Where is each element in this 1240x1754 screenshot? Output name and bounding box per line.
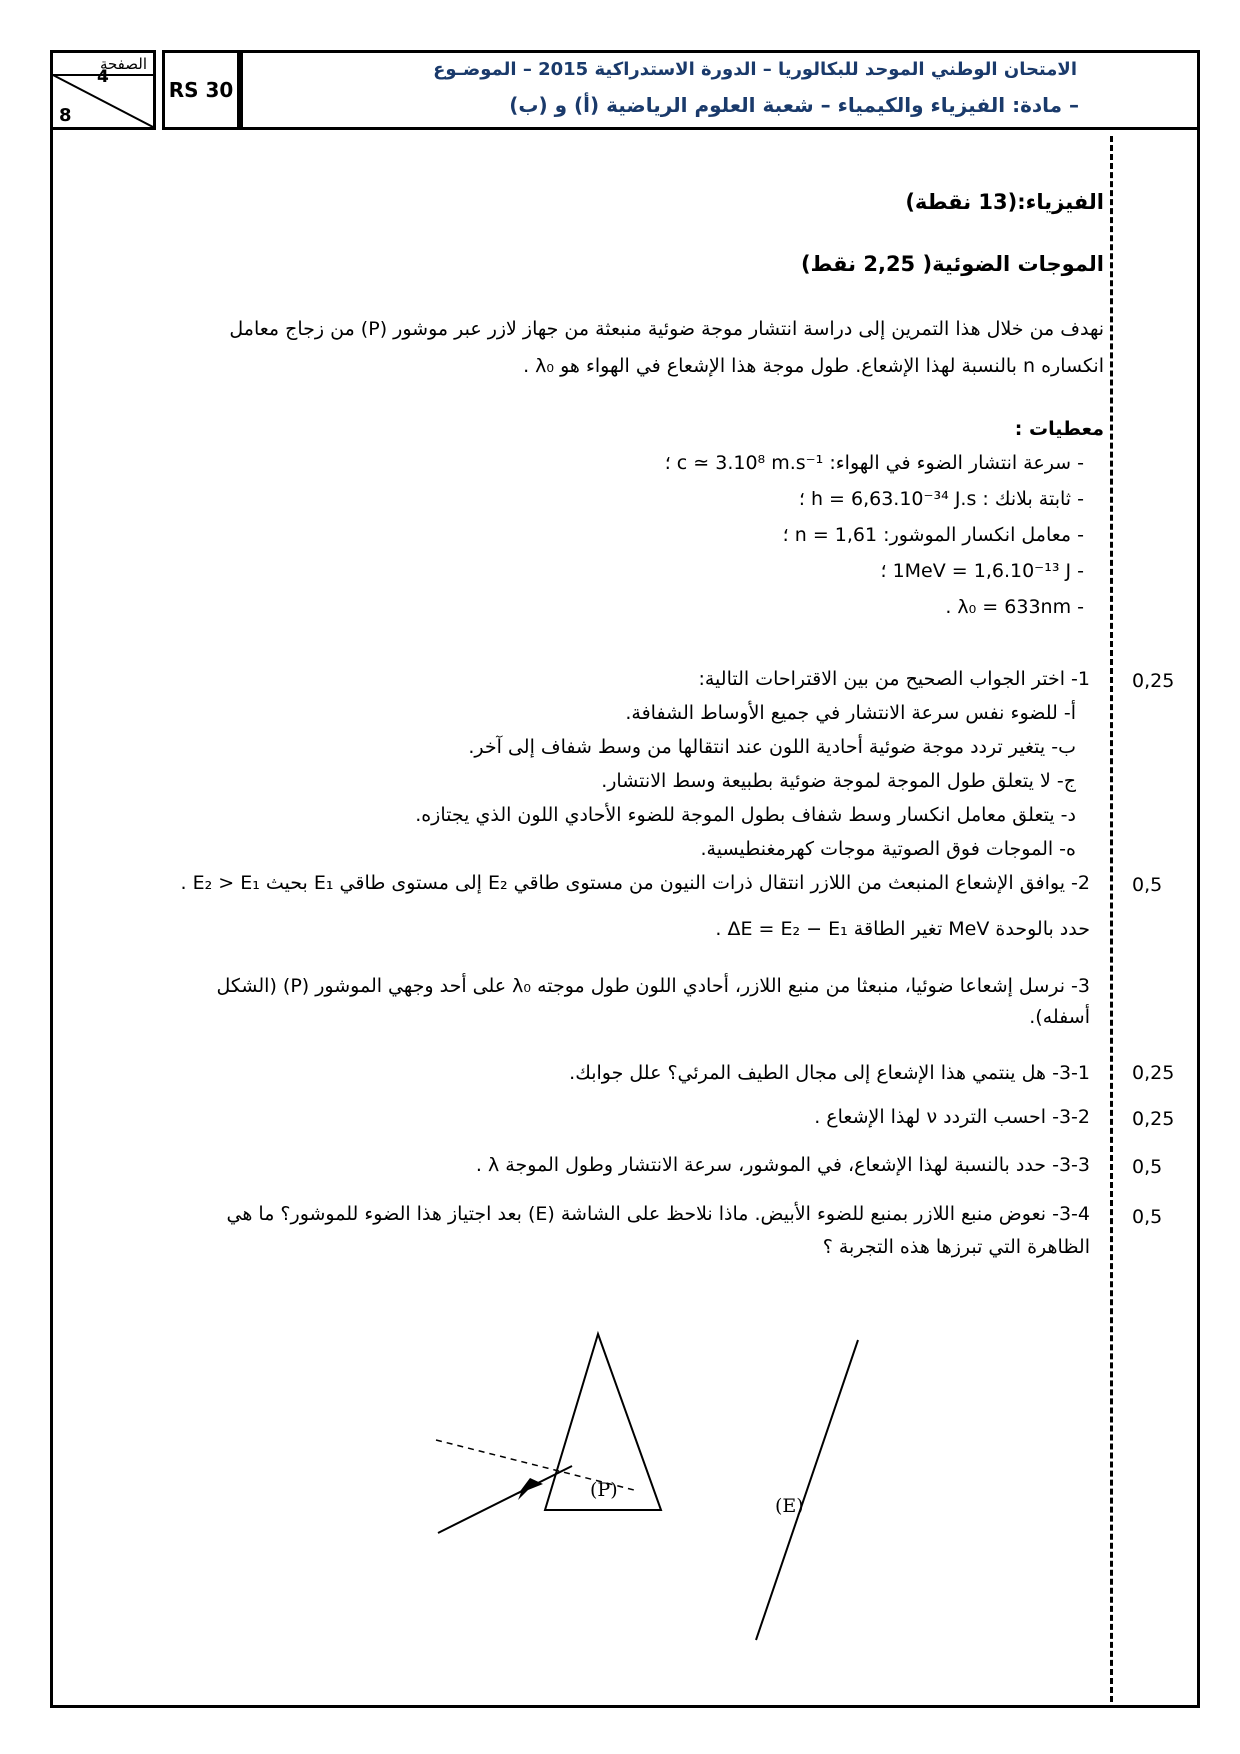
prism-label: (P) <box>590 1479 618 1501</box>
points-q34: 0,5 <box>1132 1206 1163 1228</box>
intro-line2: انكساره n بالنسبة لهذا الإشعاع. طول موجة هذا الإشعاع في الهواء هو λ₀ . <box>523 355 1104 377</box>
screen-label: (E) <box>775 1495 804 1517</box>
points-q33: 0,5 <box>1132 1156 1163 1178</box>
section-title: الفيزياء:(13 نقطة) <box>905 190 1104 214</box>
exercise-title: الموجات الضوئية( 2,25 نقط) <box>800 252 1104 276</box>
page-number: 4 <box>97 67 109 87</box>
question-3-2: 3-2- احسب التردد ν لهذا الإشعاع . <box>814 1106 1090 1128</box>
given-item-refractive-index: - معامل انكسار الموشور: n = 1,61 ؛ <box>782 524 1084 546</box>
q1-option-b: ب- يتغير تردد موجة ضوئية أحادية اللون عند انتقالها من وسط شفاف إلى آخر. <box>468 736 1076 758</box>
question-2-line1: 2- يوافق الإشعاع المنبعث من اللازر انتقال ذرات النيون من مستوى طاقي E₂ إلى مستوى طاقي E₁ بحيث E₂ > E₁ . <box>180 872 1090 894</box>
question-3-1: 3-1- هل ينتمي هذا الإشعاع إلى مجال الطيف المرئي؟ علل جوابك. <box>569 1062 1090 1084</box>
ray-arrowhead-icon <box>518 1478 543 1494</box>
question-3-line2: أسفله). <box>1029 1006 1090 1028</box>
frame-left-border <box>50 130 53 1708</box>
frame-right-border <box>1197 130 1200 1708</box>
page-label: الصفحة <box>99 55 147 73</box>
given-item-light-speed: - سرعة انتشار الضوء في الهواء: c ≃ 3.10⁸ m.s⁻¹ ؛ <box>664 452 1084 474</box>
q1-option-c: ج- لا يتعلق طول الموجة لموجة ضوئية بطبيعة وسط الانتشار. <box>601 770 1076 792</box>
exam-title-box <box>240 50 1200 130</box>
points-q2: 0,5 <box>1132 874 1163 896</box>
question-3-4-line1: 3-4- نعوض منبع اللازر بمنبع للضوء الأبيض. ماذا نلاحظ على الشاشة (E) بعد اجتياز هذا الضوء للموشور؟ ما هي <box>226 1203 1090 1225</box>
question-3-3: 3-3- حدد بالنسبة لهذا الإشعاع، في الموشور، سرعة الانتشار وطول الموجة λ . <box>475 1154 1090 1176</box>
page-total: 8 <box>59 105 72 126</box>
incident-ray <box>438 1466 572 1533</box>
frame-bottom-border <box>50 1705 1200 1708</box>
exam-code: RS 30 <box>162 50 240 130</box>
points-column-divider <box>1110 136 1113 1702</box>
points-q31: 0,25 <box>1132 1062 1175 1084</box>
q1-option-a: أ- للضوء نفس سرعة الانتشار في جميع الأوساط الشفافة. <box>625 702 1076 724</box>
givens-title: معطيات : <box>1014 418 1104 440</box>
exam-title-line1: الامتحان الوطني الموحد للبكالوريا – الدورة الاستدراكية 2015 – الموضـوع <box>433 59 1077 80</box>
screen-line <box>756 1340 858 1640</box>
given-item-wavelength: - λ₀ = 633nm . <box>945 596 1084 618</box>
question-3-line1: 3- نرسل إشعاعا ضوئيا، منبعثا من منبع اللازر، أحادي اللون طول موجته λ₀ على أحد وجهي الموشور (P) (الشكل <box>216 975 1090 997</box>
question-2-line2: حدد بالوحدة MeV تغير الطاقة ΔE = E₂ − E₁ . <box>715 918 1090 940</box>
q1-option-d: د- يتعلق معامل انكسار وسط شفاف بطول الموجة للضوء الأحادي اللون الذي يجتازه. <box>415 804 1076 826</box>
given-item-mev: - 1MeV = 1,6.10⁻¹³ J ؛ <box>880 560 1084 582</box>
question-3-4-line2: الظاهرة التي تبرزها هذه التجربة ؟ <box>822 1236 1090 1258</box>
points-q32: 0,25 <box>1132 1108 1175 1130</box>
points-q1: 0,25 <box>1132 670 1175 692</box>
intro-line1: نهدف من خلال هذا التمرين إلى دراسة انتشار موجة ضوئية منبعثة من جهاز لازر عبر موشور (P) من زجاج معامل <box>229 318 1104 340</box>
q1-option-e: ه- الموجات فوق الصوتية موجات كهرمغنطيسية. <box>700 838 1076 860</box>
exam-title-line2: – مادة: الفيزياء والكيمياء – شعبة العلوم الرياضية (أ) و (ب) <box>509 93 1079 117</box>
given-item-planck: - ثابتة بلانك : h = 6,63.10⁻³⁴ J.s ؛ <box>798 488 1084 510</box>
page-indicator <box>50 50 156 130</box>
prism-figure <box>380 1330 900 1680</box>
question-1: 1- اختر الجواب الصحيح من بين الاقتراحات التالية: <box>698 668 1090 690</box>
